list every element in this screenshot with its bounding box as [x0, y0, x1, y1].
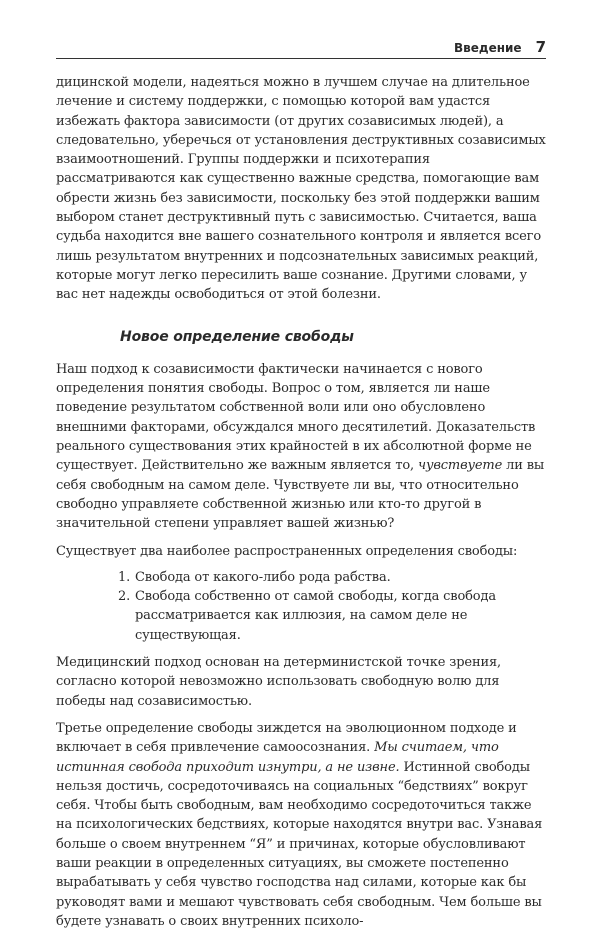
- paragraph-1: дицинской модели, надеяться можно в лучшем случае на длительное лечение и систему поддержки, с помощью которой вам удастся избежать фактора зависимости (от других созависимых людей), а следовательно, уберечься от установления деструктивных созависимых взаимоотношений. Группы поддержки и психотерапия рассматриваются как существенно важные средства, помогающие вам обрести жизнь без зависимости, поскольку без этой поддержки вашим выбором станет деструктивный путь с зависимостью. Считается, ваша судьба находится вне вашего сознательного контроля и является всего лишь результатом внутренних и подсознательных зависимых реакций, которые могут легко пересилить ваше сознание. Другими словами, у вас нет надежды освободиться от этой болезни.: [56, 75, 546, 303]
- paragraph-4: Медицинский подход основан на детерминистской точке зрения, согласно которой невозможно использовать свободную волю для победы над созависимостью.: [56, 655, 502, 709]
- list-item-text: Свобода от какого-либо рода рабства.: [135, 569, 391, 585]
- paragraph-3: Существует два наиболее распространенных определения свободы:: [56, 543, 518, 559]
- running-title: Введение: [454, 41, 522, 55]
- paragraph-2-text-end: ли вы себя свободным на самом деле. Чувствуете ли вы, что относительно свободно управляете собственной жизнью или кто-то другой в значительной степени управляет вашей жизнью?: [56, 458, 545, 532]
- paragraph-2: [56, 360, 546, 534]
- list-item-number: 2.: [118, 589, 131, 605]
- list-item: [118, 587, 546, 645]
- paragraph-5-text-end: Истинной свободы нельзя достичь, сосредоточиваясь на социальных “бедствиях” вокруг себя. Чтобы быть свободным, вам необходимо сосредоточиться также на психологических бедствиях, которые находятся внутри вас. Узнавая больше о своем внутреннем “Я” и причинах, которые обусловливают ваши реакции в определенных ситуациях, вы сможете постепенно вырабатывать у себя чувство господства над силами, которые как бы руководят вами и мешают чувствовать себя свободным. Чем больше вы будете узнавать о своих внутренних психоло-: [56, 759, 543, 929]
- section-heading: Новое определение свободы: [120, 328, 354, 345]
- paragraph-2-text-start: Наш подход к созависимости фактически начинается с нового определения понятия свободы. Вопрос о том, является ли наше поведение результатом собственной воли или оно обусловлено внешними факторами, обсуждался много десятилетий. Доказательств реального существования этих крайностей в их абсолютной форме не существует. Действительно же важным является то,: [56, 361, 536, 474]
- paragraph-5-text-start: Третье определение свободы зиждется на эволюционном подходе и включает в себя привлечение самоосознания.: [56, 720, 517, 756]
- page-number: 7: [535, 38, 546, 56]
- list-item: [118, 568, 546, 587]
- page-body: [56, 73, 546, 931]
- list-item-number: 1.: [118, 569, 131, 585]
- paragraph-5: [56, 719, 546, 931]
- definitions-list: [118, 568, 546, 645]
- page-header: [56, 34, 546, 59]
- paragraph-2-emphasis: чувствуете: [418, 458, 503, 474]
- paragraph-5-emphasis: Мы считаем, что истинная свобода приходит изнутри, а не извне.: [56, 740, 499, 775]
- list-item-text: Свобода собственно от самой свободы, когда свобода рассматривается как иллюзия, на самом деле не существующая.: [135, 589, 496, 643]
